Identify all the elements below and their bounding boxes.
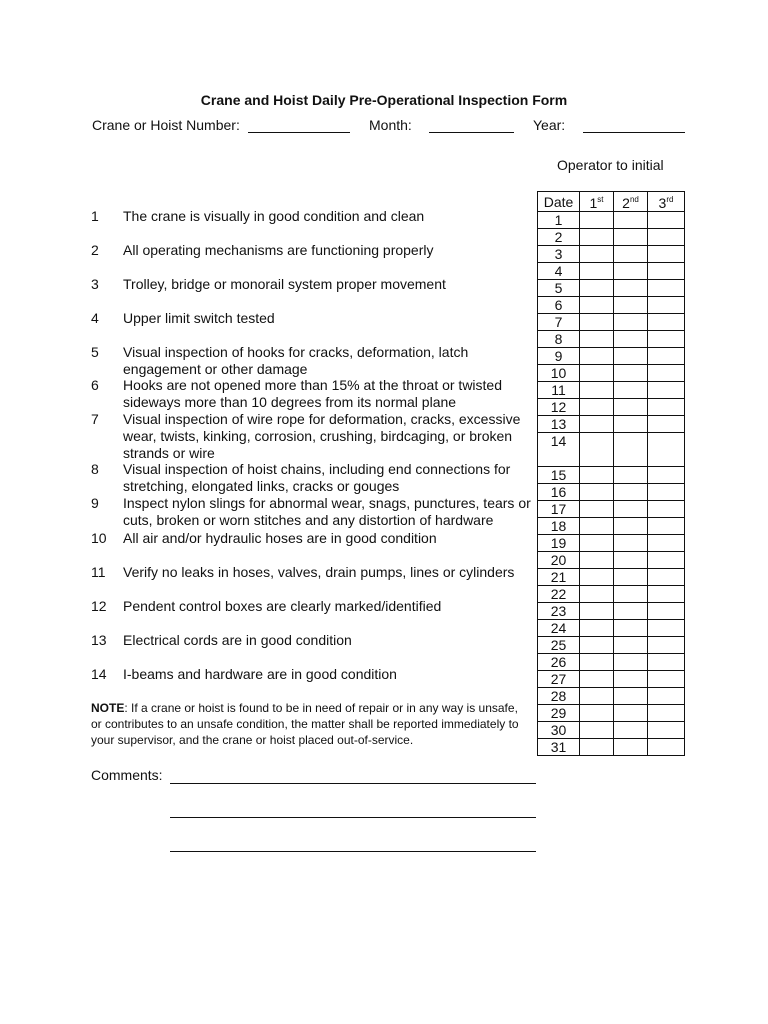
item-text: Visual inspection of wire rope for deformation, cracks, excessive wear, twists, kinking, corrosion, crushing, birdcaging, or broken strands or wire	[123, 411, 521, 461]
form-title: Crane and Hoist Daily Pre-Operational Inspection Form	[200, 92, 568, 108]
third-initial-cell[interactable]	[648, 637, 685, 654]
item-number: 13	[91, 632, 107, 648]
first-initial-cell[interactable]	[580, 365, 614, 382]
date-cell: 24	[538, 620, 580, 637]
table-row	[538, 501, 685, 518]
item-number: 1	[91, 208, 99, 224]
item-number: 8	[91, 461, 99, 477]
table-row	[538, 569, 685, 586]
item-text: Hooks are not opened more than 15% at the throat or twisted sideways more than 10 degrees from its normal plane	[123, 377, 503, 410]
third-initial-cell[interactable]	[648, 280, 685, 297]
date-cell: 3	[538, 246, 580, 263]
first-initial-cell[interactable]	[580, 518, 614, 535]
date-cell: 26	[538, 654, 580, 671]
first-initial-cell[interactable]	[580, 399, 614, 416]
first-initial-cell[interactable]	[580, 637, 614, 654]
item-number: 6	[91, 377, 99, 393]
third-initial-cell[interactable]	[648, 484, 685, 501]
table-row	[538, 518, 685, 535]
second-initial-cell[interactable]	[614, 246, 648, 263]
third-initial-cell[interactable]	[648, 586, 685, 603]
third-initial-cell[interactable]	[648, 739, 685, 756]
item-number: 3	[91, 276, 99, 292]
second-initial-cell[interactable]	[614, 722, 648, 739]
first-initial-cell[interactable]	[580, 688, 614, 705]
table-row	[538, 654, 685, 671]
item-text: Upper limit switch tested	[123, 310, 275, 326]
initial-log-table	[537, 191, 685, 756]
second-initial-cell[interactable]	[614, 518, 648, 535]
item-text: Pendent control boxes are clearly marked/identified	[123, 598, 442, 614]
second-initial-cell[interactable]	[614, 552, 648, 569]
date-cell: 30	[538, 722, 580, 739]
date-cell: 4	[538, 263, 580, 280]
third-initial-cell[interactable]	[648, 399, 685, 416]
item-text: I-beams and hardware are in good condition	[123, 666, 397, 682]
table-row	[538, 535, 685, 552]
comments-line-3[interactable]	[170, 851, 536, 852]
third-initial-cell[interactable]	[648, 416, 685, 433]
second-initial-cell[interactable]	[614, 637, 648, 654]
table-row	[538, 263, 685, 280]
third-initial-cell[interactable]	[648, 297, 685, 314]
item-number: 12	[91, 598, 107, 614]
date-cell: 17	[538, 501, 580, 518]
date-cell: 16	[538, 484, 580, 501]
third-initial-cell[interactable]	[648, 705, 685, 722]
item-number: 14	[91, 666, 107, 682]
third-initial-cell[interactable]	[648, 569, 685, 586]
item-text: Visual inspection of hoist chains, including end connections for stretching, elongated links, cracks or gouges	[123, 461, 511, 494]
table-row	[538, 229, 685, 246]
date-cell: 25	[538, 637, 580, 654]
date-cell: 2	[538, 229, 580, 246]
table-row	[538, 382, 685, 399]
item-text: Visual inspection of hooks for cracks, deformation, latch engagement or other damage	[123, 344, 469, 377]
date-cell: 28	[538, 688, 580, 705]
date-cell: 1	[538, 212, 580, 229]
first-initial-cell[interactable]	[580, 297, 614, 314]
date-cell: 13	[538, 416, 580, 433]
second-initial-cell[interactable]	[614, 569, 648, 586]
note-body: : If a crane or hoist is found to be in need of repair or in any way is unsafe, or contributes to an unsafe condition, the matter shall be reported immediately to your supervisor, and the crane or hoist placed out-of-service.	[91, 701, 519, 747]
first-initial-cell[interactable]	[580, 654, 614, 671]
date-cell: 14	[538, 433, 580, 467]
first-initial-cell[interactable]	[580, 705, 614, 722]
crane-number-field[interactable]	[248, 132, 350, 133]
first-initial-cell[interactable]	[580, 722, 614, 739]
first-initial-cell[interactable]	[580, 433, 614, 467]
third-initial-cell[interactable]	[648, 365, 685, 382]
third-initial-cell[interactable]	[648, 620, 685, 637]
first-initial-cell[interactable]	[580, 586, 614, 603]
table-row	[538, 416, 685, 433]
date-cell: 15	[538, 467, 580, 484]
table-row	[538, 620, 685, 637]
table-row	[538, 586, 685, 603]
date-cell: 11	[538, 382, 580, 399]
third-initial-cell[interactable]	[648, 654, 685, 671]
second-initial-cell[interactable]	[614, 467, 648, 484]
second-initial-cell[interactable]	[614, 212, 648, 229]
item-text: Electrical cords are in good condition	[123, 632, 352, 648]
second-initial-cell[interactable]	[614, 484, 648, 501]
third-initial-header: 3rd	[648, 192, 685, 212]
second-initial-cell[interactable]	[614, 280, 648, 297]
second-initial-cell[interactable]	[614, 586, 648, 603]
date-cell: 18	[538, 518, 580, 535]
third-initial-cell[interactable]	[648, 535, 685, 552]
third-initial-cell[interactable]	[648, 552, 685, 569]
log-table-body	[538, 212, 685, 756]
crane-number-label: Crane or Hoist Number:	[92, 117, 240, 133]
table-row	[538, 739, 685, 756]
first-initial-cell[interactable]	[580, 535, 614, 552]
date-cell: 12	[538, 399, 580, 416]
item-number: 9	[91, 495, 99, 511]
third-initial-cell[interactable]	[648, 501, 685, 518]
date-cell: 27	[538, 671, 580, 688]
second-initial-cell[interactable]	[614, 535, 648, 552]
first-initial-cell[interactable]	[580, 671, 614, 688]
note-text	[91, 700, 521, 748]
second-initial-cell[interactable]	[614, 365, 648, 382]
item-text: All air and/or hydraulic hoses are in good condition	[123, 530, 437, 546]
operator-initial-label: Operator to initial	[557, 157, 664, 173]
date-cell: 10	[538, 365, 580, 382]
first-initial-cell[interactable]	[580, 212, 614, 229]
table-row	[538, 212, 685, 229]
month-field[interactable]	[429, 132, 514, 133]
second-initial-cell[interactable]	[614, 433, 648, 467]
first-initial-cell[interactable]	[580, 246, 614, 263]
third-initial-cell[interactable]	[648, 722, 685, 739]
table-row	[538, 552, 685, 569]
third-initial-cell[interactable]	[648, 467, 685, 484]
table-row	[538, 297, 685, 314]
table-row	[538, 603, 685, 620]
table-row	[538, 365, 685, 382]
third-initial-cell[interactable]	[648, 348, 685, 365]
first-initial-cell[interactable]	[580, 348, 614, 365]
third-initial-cell[interactable]	[648, 314, 685, 331]
second-initial-cell[interactable]	[614, 314, 648, 331]
table-row	[538, 348, 685, 365]
second-initial-cell[interactable]	[614, 688, 648, 705]
year-label: Year:	[533, 117, 566, 133]
second-initial-cell[interactable]	[614, 654, 648, 671]
second-initial-cell[interactable]	[614, 399, 648, 416]
third-initial-cell[interactable]	[648, 229, 685, 246]
third-initial-cell[interactable]	[648, 518, 685, 535]
first-initial-cell[interactable]	[580, 569, 614, 586]
first-initial-cell[interactable]	[580, 603, 614, 620]
table-row	[538, 280, 685, 297]
second-initial-cell[interactable]	[614, 416, 648, 433]
second-initial-cell[interactable]	[614, 331, 648, 348]
second-initial-cell[interactable]	[614, 382, 648, 399]
item-number: 4	[91, 310, 99, 326]
first-initial-cell[interactable]	[580, 501, 614, 518]
comments-line-2[interactable]	[170, 817, 536, 818]
table-header-row	[538, 192, 685, 212]
second-initial-cell[interactable]	[614, 705, 648, 722]
first-initial-cell[interactable]	[580, 382, 614, 399]
item-number: 5	[91, 344, 99, 360]
table-row	[538, 705, 685, 722]
third-initial-cell[interactable]	[648, 212, 685, 229]
table-row	[538, 433, 685, 467]
item-number: 2	[91, 242, 99, 258]
year-field[interactable]	[583, 132, 685, 133]
second-initial-cell[interactable]	[614, 348, 648, 365]
first-initial-cell[interactable]	[580, 467, 614, 484]
item-number: 7	[91, 411, 99, 427]
second-initial-cell[interactable]	[614, 263, 648, 280]
comments-label: Comments:	[91, 767, 163, 783]
first-initial-cell[interactable]	[580, 484, 614, 501]
third-initial-cell[interactable]	[648, 433, 685, 467]
table-row	[538, 688, 685, 705]
third-initial-cell[interactable]	[648, 331, 685, 348]
first-initial-cell[interactable]	[580, 280, 614, 297]
table-row	[538, 467, 685, 484]
date-cell: 9	[538, 348, 580, 365]
second-initial-cell[interactable]	[614, 671, 648, 688]
date-cell: 8	[538, 331, 580, 348]
date-cell: 21	[538, 569, 580, 586]
date-column-header: Date	[538, 192, 580, 212]
first-initial-header: 1st	[580, 192, 614, 212]
second-initial-cell[interactable]	[614, 297, 648, 314]
second-initial-cell[interactable]	[614, 620, 648, 637]
table-row	[538, 671, 685, 688]
date-cell: 29	[538, 705, 580, 722]
item-text: The crane is visually in good condition and clean	[123, 208, 425, 224]
date-cell: 7	[538, 314, 580, 331]
second-initial-cell[interactable]	[614, 603, 648, 620]
third-initial-cell[interactable]	[648, 603, 685, 620]
first-initial-cell[interactable]	[580, 229, 614, 246]
date-cell: 5	[538, 280, 580, 297]
table-row	[538, 314, 685, 331]
third-initial-cell[interactable]	[648, 246, 685, 263]
item-text: Verify no leaks in hoses, valves, drain pumps, lines or cylinders	[123, 564, 515, 580]
first-initial-cell[interactable]	[580, 620, 614, 637]
date-cell: 20	[538, 552, 580, 569]
date-cell: 19	[538, 535, 580, 552]
note-label: NOTE	[91, 701, 125, 715]
first-initial-cell[interactable]	[580, 739, 614, 756]
second-initial-header: 2nd	[614, 192, 648, 212]
item-text: All operating mechanisms are functioning properly	[123, 242, 434, 258]
item-text: Trolley, bridge or monorail system proper movement	[123, 276, 446, 292]
month-label: Month:	[369, 117, 412, 133]
second-initial-cell[interactable]	[614, 501, 648, 518]
first-initial-cell[interactable]	[580, 416, 614, 433]
third-initial-cell[interactable]	[648, 263, 685, 280]
table-row	[538, 484, 685, 501]
date-cell: 6	[538, 297, 580, 314]
date-cell: 22	[538, 586, 580, 603]
item-text: Inspect nylon slings for abnormal wear, snags, punctures, tears or cuts, broken or worn stitches and any distortion of hardware	[123, 495, 531, 528]
third-initial-cell[interactable]	[648, 382, 685, 399]
table-row	[538, 246, 685, 263]
first-initial-cell[interactable]	[580, 552, 614, 569]
third-initial-cell[interactable]	[648, 688, 685, 705]
second-initial-cell[interactable]	[614, 739, 648, 756]
date-cell: 23	[538, 603, 580, 620]
comments-line-1[interactable]	[170, 783, 536, 784]
table-row	[538, 637, 685, 654]
third-initial-cell[interactable]	[648, 671, 685, 688]
first-initial-cell[interactable]	[580, 331, 614, 348]
date-cell: 31	[538, 739, 580, 756]
table-row	[538, 722, 685, 739]
first-initial-cell[interactable]	[580, 263, 614, 280]
item-number: 11	[91, 564, 106, 580]
table-row	[538, 399, 685, 416]
item-number: 10	[91, 530, 107, 546]
first-initial-cell[interactable]	[580, 314, 614, 331]
second-initial-cell[interactable]	[614, 229, 648, 246]
table-row	[538, 331, 685, 348]
